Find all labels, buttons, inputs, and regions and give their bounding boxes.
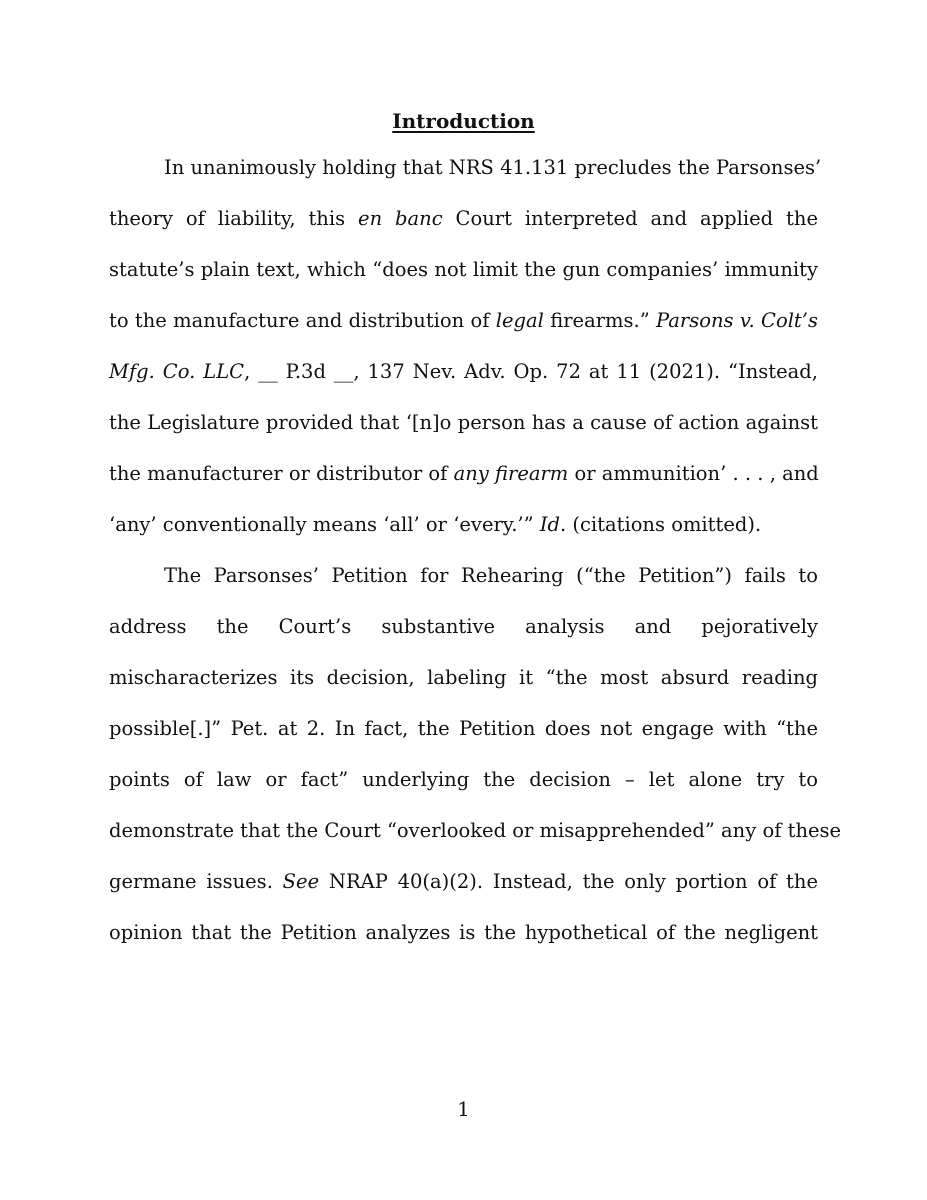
italic-text-run: any firearm <box>453 462 569 485</box>
italic-text-run: en banc <box>358 207 443 230</box>
text-run: ‘any’ conventionally means ‘all’ or ‘every.’” <box>109 513 540 536</box>
section-heading: Introduction <box>392 109 535 133</box>
paragraph-1-line-5 <box>109 357 818 387</box>
paragraph-1-line-3 <box>109 255 818 285</box>
text-run: to the manufacture and distribution of <box>109 309 496 332</box>
text-run: statute’s plain text, which “does not limit the gun companies’ immunity <box>109 258 818 281</box>
italic-text-run: Id <box>539 513 560 536</box>
paragraph-1-line-4 <box>109 306 818 336</box>
text-run: NRAP 40(a)(2). Instead, the only portion of the <box>319 870 818 893</box>
paragraph-1-line-8 <box>109 510 761 540</box>
text-run: In unanimously holding that NRS 41.131 precludes the Parsonses’ <box>164 156 822 179</box>
text-run: the Legislature provided that ‘[n]o person has a cause of action against <box>109 411 818 434</box>
text-run: possible[.]” Pet. at 2. In fact, the Petition does not engage with “the <box>109 717 818 740</box>
page-number: 1 <box>457 1097 470 1121</box>
case-citation: Mfg. Co. LLC <box>109 360 245 383</box>
italic-text-run: legal <box>495 309 544 332</box>
text-run: theory of liability, this <box>109 207 359 230</box>
paragraph-2-line-3 <box>109 663 818 693</box>
text-run: points of law or fact” underlying the decision – let alone try to <box>109 768 818 791</box>
paragraph-1-line-1 <box>164 153 822 183</box>
paragraph-2-line-4 <box>109 714 818 744</box>
text-run: mischaracterizes its decision, labeling it “the most absurd reading <box>109 666 818 689</box>
paragraph-1-line-7 <box>109 459 818 489</box>
paragraph-2-line-7 <box>109 867 818 897</box>
text-run: germane issues. <box>109 870 283 893</box>
paragraph-1-line-6 <box>109 408 818 438</box>
paragraph-1-line-2 <box>109 204 818 234</box>
paragraph-2-line-5 <box>109 765 818 795</box>
text-run: Court interpreted and applied the <box>442 207 818 230</box>
text-run: The Parsonses’ Petition for Rehearing (“the Petition”) fails to <box>164 564 818 587</box>
paragraph-2-line-2 <box>109 612 818 642</box>
paragraph-2-line-6 <box>109 816 842 846</box>
text-run: or ammunition’ . . . , and <box>568 462 819 485</box>
text-run: demonstrate that the Court “overlooked or misapprehended” any of these <box>109 819 842 842</box>
text-run: , __ P.3d __, 137 Nev. Adv. Op. 72 at 11 (2021). “Instead, <box>244 360 818 383</box>
paragraph-2-line-8 <box>109 918 818 948</box>
text-run: the manufacturer or distributor of <box>109 462 454 485</box>
case-citation: Parsons v. Colt’s <box>656 309 818 332</box>
text-run: address the Court’s substantive analysis and pejoratively <box>109 615 818 638</box>
text-run: firearms.” <box>543 309 657 332</box>
paragraph-2-line-1 <box>164 561 818 591</box>
text-run: . (citations omitted). <box>560 513 762 536</box>
italic-text-run: See <box>282 870 320 893</box>
text-run: opinion that the Petition analyzes is the hypothetical of the negligent <box>109 921 818 944</box>
